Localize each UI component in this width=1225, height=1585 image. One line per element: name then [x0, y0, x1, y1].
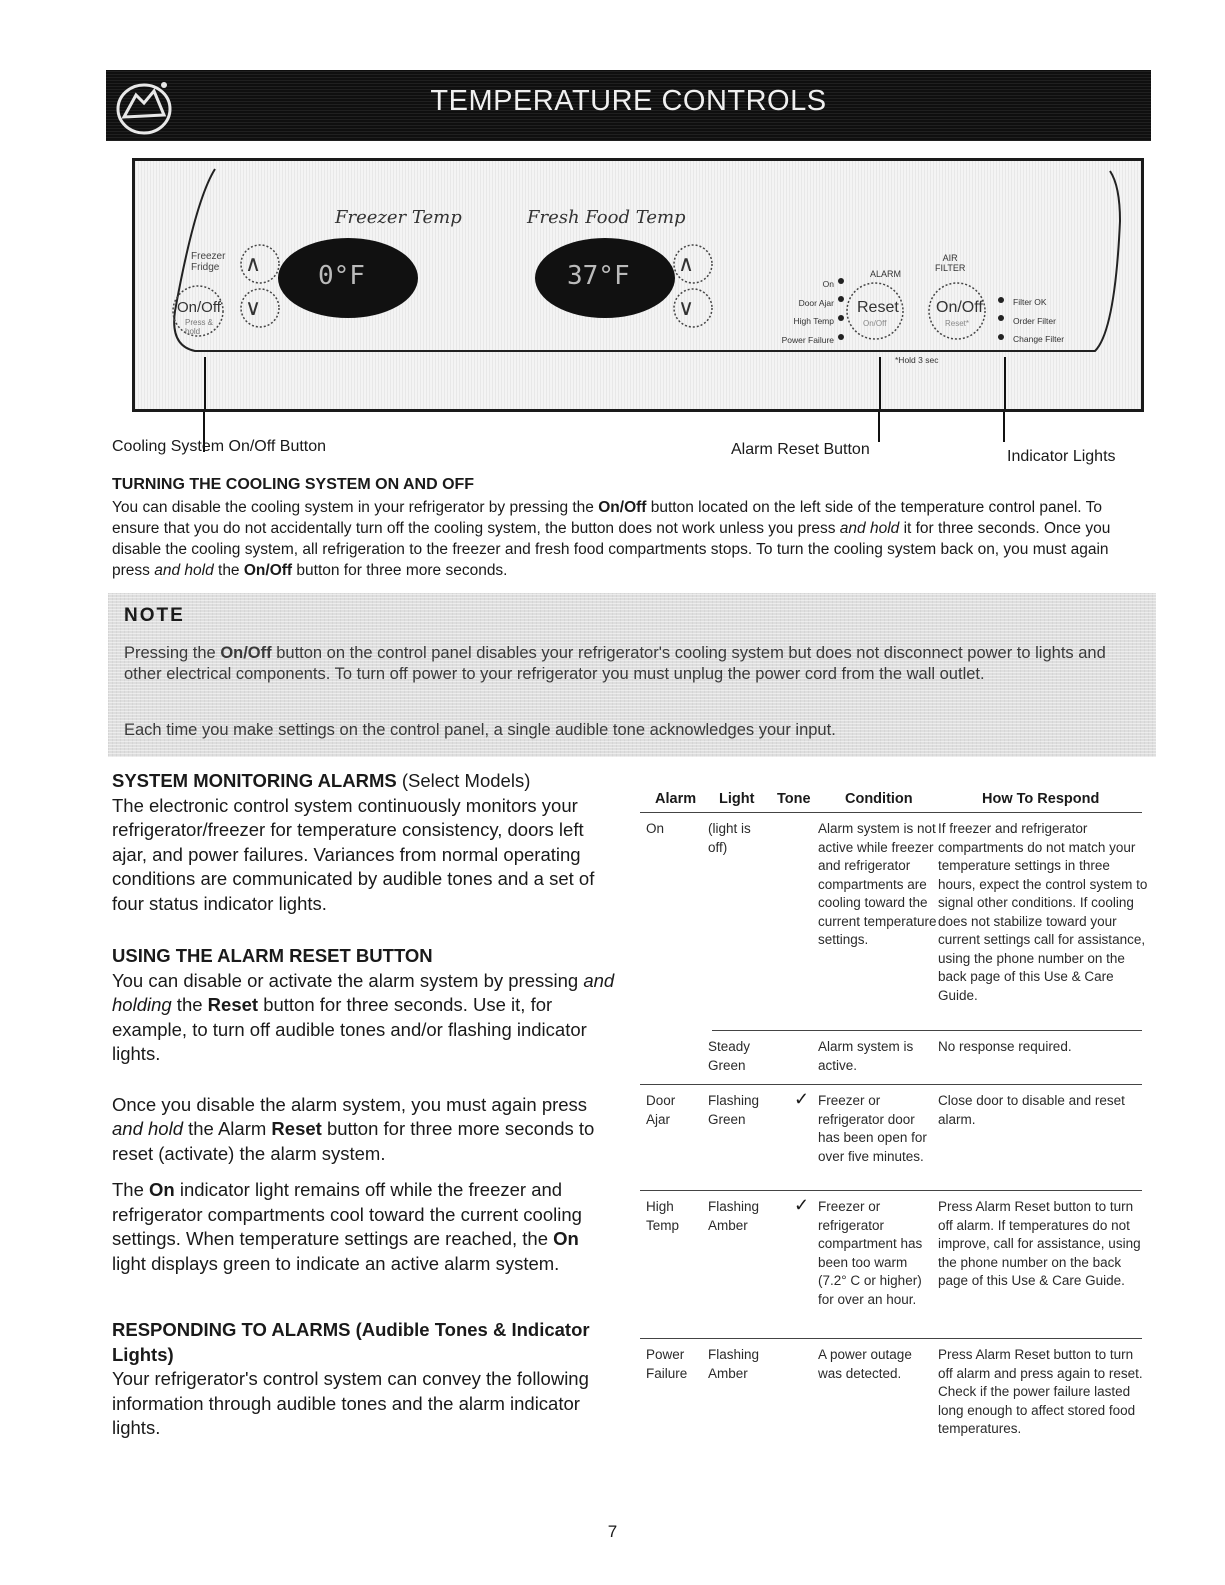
page-number: 7: [607, 1522, 618, 1541]
using-reset-para-2: Once you disable the alarm system, you must again press and hold the Alarm Reset button for three more seconds to reset (activate) the alarm system.: [112, 1093, 595, 1164]
using-reset-heading: USING THE ALARM RESET BUTTON: [112, 945, 433, 966]
table-divider: [640, 1190, 1142, 1191]
alarm-reset-callout-label: Alarm Reset Button: [731, 441, 870, 458]
fresh-display: 37°F: [567, 261, 630, 291]
responding-section: [112, 1318, 617, 1441]
note-paragraph-2: Each time you make settings on the control panel, a single audible tone acknowledges your input.: [124, 721, 836, 739]
table-divider: [640, 812, 1142, 813]
air-filter-title: AIR FILTER: [935, 253, 966, 273]
press-hold-label: Press & hold: [185, 318, 214, 336]
monitoring-section: [112, 769, 617, 916]
page-title: TEMPERATURE CONTROLS: [430, 85, 827, 117]
tone-check-icon: ✓: [794, 1195, 810, 1215]
table-header-respond: How To Respond: [982, 791, 1100, 807]
table-header-light: Light: [719, 791, 755, 807]
responding-heading: RESPONDING TO ALARMS (Audible Tones & Indicator Lights): [112, 1319, 590, 1365]
monitoring-heading: SYSTEM MONITORING ALARMS (Select Models): [112, 770, 531, 791]
cooling-callout-label: Cooling System On/Off Button: [112, 438, 327, 455]
monitoring-body: The electronic control system continuously monitors your refrigerator/freezer for temperature consistency, doors left ajar, and power failures. Variances from normal operating conditions are communicated by audible tones and a set of four status indicator lights.: [112, 794, 595, 914]
table-header-alarm: Alarm: [655, 791, 697, 807]
table-header-condition: Condition: [845, 791, 913, 807]
note-title: NOTE: [124, 605, 185, 626]
fresh-down-icon[interactable]: ∨: [678, 295, 695, 320]
freezer-up-icon[interactable]: ∧: [245, 251, 262, 276]
tone-check-icon: ✓: [794, 1089, 810, 1109]
filter-sub-label: Reset*: [945, 319, 970, 328]
note-box: [108, 593, 1156, 757]
responding-body: Your refrigerator's control system can convey the following information through audible tones and the alarm indicator lights.: [112, 1368, 589, 1438]
control-panel-illustration: [132, 158, 1144, 412]
freezer-temp-label: Freezer Temp: [335, 207, 462, 228]
alarm-lights-labels: On Door Ajar High Temp Power Failure: [781, 279, 834, 346]
using-reset-para-3: The On indicator light remains off while the freezer and refrigerator compartments cool toward the current cooling settings. When temperature settings are reached, the On light displays green to indicate an active alarm system.: [112, 1179, 582, 1274]
filter-lights-labels: Filter OK Order Filter Change Filter: [1013, 297, 1065, 344]
note-paragraph-1: Pressing the On/Off button on the control panel disables your refrigerator's cooling system but does not disconnect power to lights and other electrical components. To turn off power to your refrigerator you must unplug the power cord from the wall outlet.: [124, 644, 1106, 683]
filter-onoff-button[interactable]: On/Off: [936, 299, 983, 316]
reset-callout-line: [878, 412, 880, 442]
hold-note: *Hold 3 sec: [895, 355, 939, 365]
using-reset-para-1: You can disable or activate the alarm system by pressing and holding the Reset button for three seconds. Use it, for example, to turn off audible tones and/or flashing indicator lights.: [112, 969, 615, 1064]
indicator-callout-label: Indicator Lights: [1007, 448, 1116, 465]
table-divider: [640, 1338, 1142, 1339]
header-banner: [106, 70, 1151, 141]
table-divider: [712, 1030, 1142, 1031]
freezer-down-icon[interactable]: ∨: [245, 295, 262, 320]
table-header-tone: Tone: [777, 791, 811, 807]
turning-paragraph: You can disable the cooling system in your refrigerator by pressing the On/Off button located on the left side of the temperature control panel. To ensure that you do not accidentally turn off the cooling system, the button does not work unless you press and hold it for three seconds. Once you disable the cooling system, all refrigeration to the freezer and fresh food compartments stops. To turn the cooling system back on, you must again press and hold the On/Off button for three more seconds.: [112, 499, 1111, 579]
alarm-reset-button[interactable]: Reset: [857, 299, 899, 316]
freezer-fridge-label: Freezer Fridge: [191, 251, 226, 273]
turning-heading: TURNING THE COOLING SYSTEM ON AND OFF: [112, 476, 475, 493]
using-reset-section: [112, 944, 617, 1276]
reset-sub-label: On/Off: [863, 319, 887, 328]
freezer-display: 0°F: [318, 261, 365, 291]
table-divider: [640, 1084, 1142, 1085]
fresh-food-temp-label: Fresh Food Temp: [527, 207, 686, 228]
fresh-up-icon[interactable]: ∧: [678, 251, 695, 276]
indicator-callout-line: [1003, 412, 1005, 442]
cooling-onoff-button[interactable]: On/Off: [177, 299, 221, 316]
alarm-title: ALARM: [870, 269, 902, 279]
